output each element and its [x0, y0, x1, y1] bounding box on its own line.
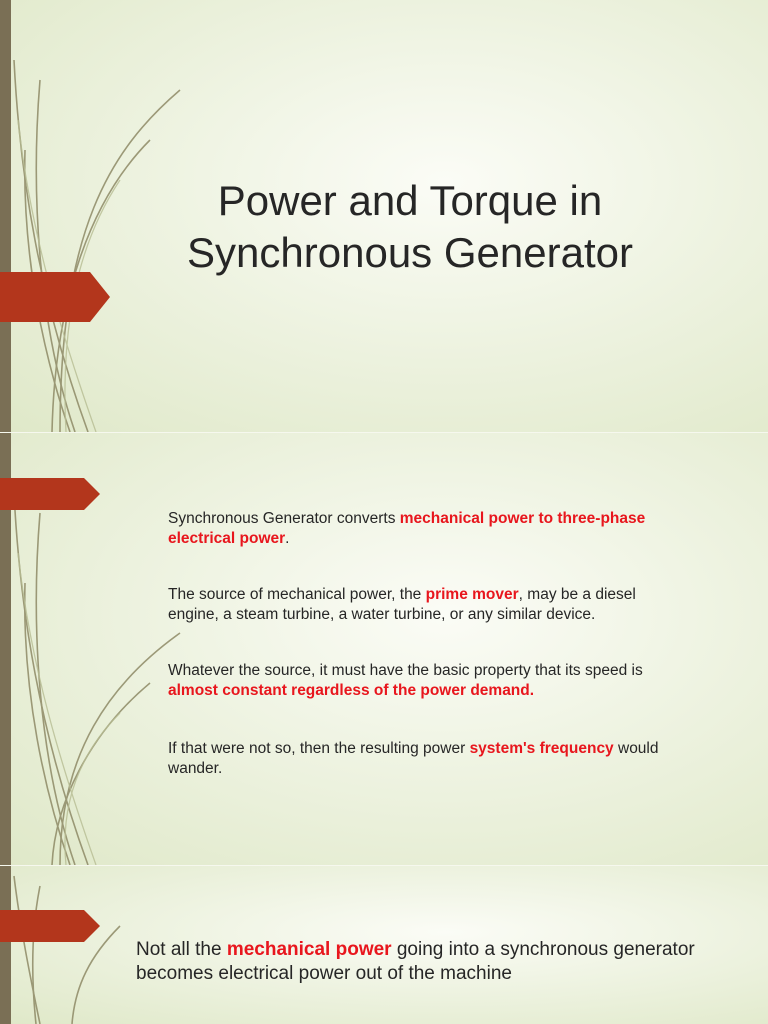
highlight-frequency: system's frequency — [469, 740, 614, 757]
ribbon-marker — [0, 478, 102, 510]
ribbon-marker — [0, 272, 112, 322]
ribbon-marker — [0, 910, 102, 942]
highlight-prime-mover: prime mover — [425, 586, 519, 603]
slide-content — [0, 433, 768, 865]
paragraph-prime-mover: The source of mechanical power, the prime mover, may be a diesel engine, a steam turbine, a water turbine, or any similar device. — [168, 586, 636, 623]
highlight-mechanical-power: mechanical power — [226, 939, 392, 960]
paragraph-constant-speed: Whatever the source, it must have the basic property that its speed is almost constant regardless of the power demand. — [168, 662, 643, 699]
paragraph-converts: Synchronous Generator converts mechanical power to three-phase electrical power. — [168, 510, 646, 547]
slide-title — [0, 0, 768, 432]
slide-power-loss — [0, 866, 768, 1024]
title-line-2: Synchronous Generator — [187, 229, 633, 276]
highlight-mechanical-power: mechanical power to three-phase electrical power — [168, 510, 646, 547]
paragraph-power-loss: Not all the mechanical power going into a synchronous generator becomes electrical power out of the machine — [136, 939, 695, 984]
slide-title-heading — [130, 175, 690, 279]
highlight-constant-speed: almost constant regardless of the power demand. — [168, 682, 535, 699]
paragraph-frequency: If that were not so, then the resulting power system's frequency would wander. — [168, 740, 659, 777]
title-line-1: Power and Torque in — [217, 177, 603, 224]
